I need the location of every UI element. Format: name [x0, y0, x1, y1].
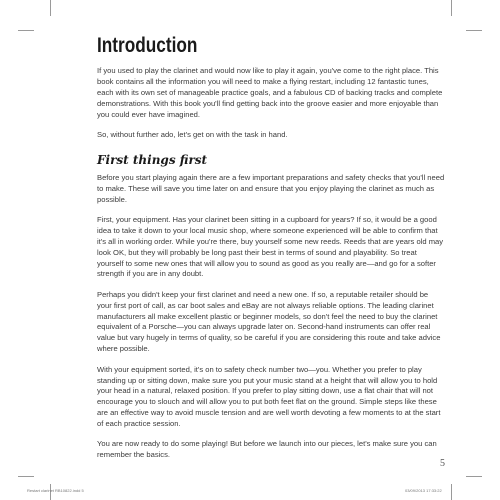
page-title: Introduction — [97, 34, 198, 57]
section-paragraph: With your equipment sorted, it's on to safety check number two—you. Whether you prefer to play standing up or sitting down, make sure you put your music stand at a height that will allow you to hold your head in a natural, relaxed position. If you prefer to play sitting down, use a flat chair that will not encourage you to slouch and will allow you to put both feet flat on the ground. Simple steps like these are an effective way to avoid muscle tension and are well worth devoting a few moments to at the start of each practice session. — [97, 364, 441, 429]
crop-mark — [466, 476, 482, 477]
crop-mark — [50, 0, 51, 16]
crop-mark — [466, 30, 482, 31]
print-slug-date: 03/09/2013 17:33:22 — [405, 488, 442, 493]
crop-mark — [451, 484, 452, 500]
section-title: First things first — [97, 152, 208, 167]
intro-paragraph: So, without further ado, let's get on with the task in hand. — [97, 129, 288, 139]
print-slug-file: Restart clarinet RB10822.indd 5 — [27, 488, 84, 493]
section-paragraph: Before you start playing again there are a few important preparations and safety checks that you'll need to make. These will save you time later on and ensure that you enjoy playing the clarinet as much as possible. — [97, 172, 445, 204]
crop-mark — [18, 476, 34, 477]
section-paragraph: Perhaps you didn't keep your first clarinet and need a new one. If so, a reputable retailer should be your first port of call, as car boot sales and eBay are not always reliable options. The leading clarinet manufacturers all make excellent plastic or beginner models, so don't feel the need to buy the clarinet equivalent of a Porsche—you can always upgrade later on. Second-hand instruments can offer real value but vary hugely in terms of quality, so be careful if you are considering this route and take advice where possible. — [97, 289, 441, 354]
section-paragraph: First, your equipment. Has your clarinet been sitting in a cupboard for years? If so, it would be a good idea to take it down to your local music shop, where someone experienced will be able to confirm that it's all in working order. While you're there, buy yourself some new reeds. Reeds that are years old may look OK, but they will probably be long past their best in terms of sound and playability. So treat yourself to some new ones that will allow you to sound as good as you really are—and go for a softer strength if you are in any doubt. — [97, 214, 444, 279]
page-number: 5 — [440, 458, 445, 469]
section-paragraph: You are now ready to do some playing! But before we launch into our pieces, let's make sure you can remember the basics. — [97, 439, 437, 460]
body-text — [97, 66, 445, 471]
crop-mark — [451, 0, 452, 16]
crop-mark — [18, 30, 34, 31]
intro-paragraph: If you used to play the clarinet and would now like to play it again, you've come to the right place. This book contains all the information you will need to make a flying restart, including 12 fantastic tunes, each with its own set of manageable practice goals, and a fabulous CD of backing tracks and complete demonstrations. With this book you'll find getting back into the groove easier and more enjoyable than you could ever have imagined. — [97, 66, 443, 119]
